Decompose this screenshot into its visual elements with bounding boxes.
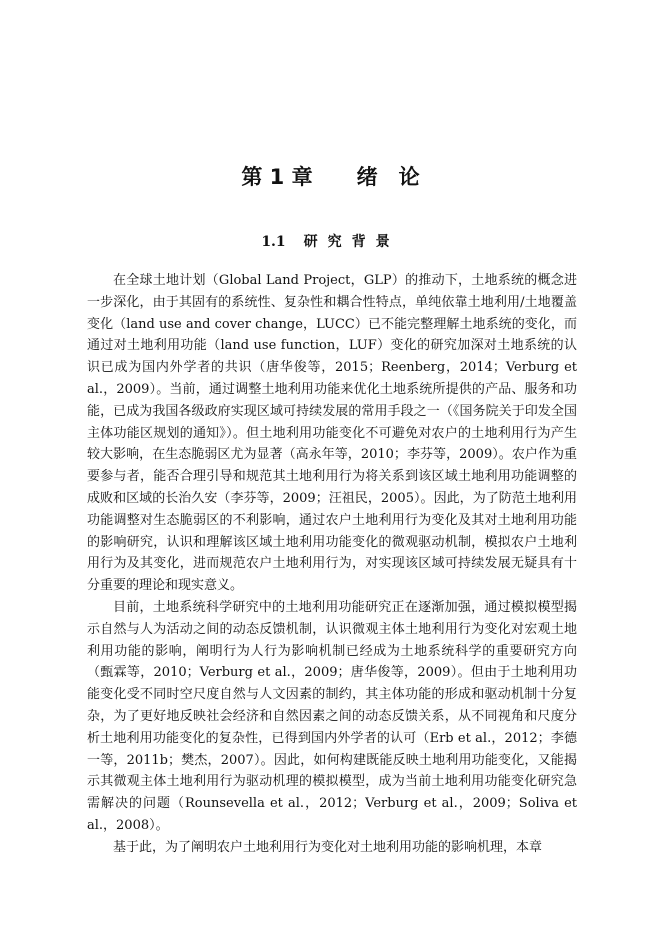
chapter-title-text: 绪 论	[356, 165, 420, 189]
section-heading	[0, 231, 661, 251]
paragraph-2: 目前，土地系统科学研究中的土地利用功能研究正在逐渐加强，通过模拟模型揭示自然与人为活动之间的动态反馈机制，认识微观主体土地利用行为变化对宏观土地利用功能的影响，阐明行为人行为影响机制已经成为土地系统科学的重要研究方向（甄霖等，2010；Verburg et al.，2009；唐华俊等，2009）。但由于土地利用功能变化受不同时空尺度自然与人文因素的制约，其主体功能的形成和驱动机制十分复杂，为了更好地反映社会经济和自然因素之间的动态反馈关系，从不同视角和尺度分析土地利用功能变化的复杂性，已得到国内外学者的认可（Erb et al.，2012；李德一等，2011b；樊杰，2007）。因此，如何构建既能反映土地利用功能变化，又能揭示其微观主体土地利用行为驱动机理的模拟模型，成为当前土地利用功能变化研究急需解决的问题（Rounsevella et al.，2012；Verburg et al.，2009；Soliva et al.，2008）。	[87, 599, 577, 833]
section-number: 1.1	[261, 234, 286, 250]
paragraph-1: 在全球土地计划（Global Land Project，GLP）的推动下，土地系统的概念进一步深化，由于其固有的系统性、复杂性和耦合性特点，单纯依靠土地利用/土地覆盖变化（land use and cover change，LUCC）已不能完整理解土地系统的变化，而通过对土地利用功能（land use function，LUF）变化的研究加深对土地系统的认识已成为国内外学者的共识（唐华俊等，2015；Reenberg，2014；Verburg et al.，2009）。当前，通过调整土地利用功能来优化土地系统所提供的产品、服务和功能，已成为我国各级政府实现区域可持续发展的常用手段之一（《国务院关于印发全国主体功能区规划的通知》）。但土地利用功能变化不可避免对农户的土地利用行为产生较大影响，在生态脆弱区尤为显著（高永年等，2010；李芬等，2009）。农户作为重要参与者，能否合理引导和规范其土地利用行为将关系到该区域土地利用功能调整的成败和区域的长治久安（李芬等，2009；汪祖民，2005）。因此，为了防范土地利用功能调整对生态脆弱区的不利影响，通过农户土地利用行为变化及其对土地利用功能的影响研究，认识和理解该区域土地利用功能变化的微观驱动机制，模拟农户土地利用行为及其变化，进而规范农户土地利用行为，对实现该区域可持续发展无疑具有十分重要的理论和现实意义。	[87, 273, 577, 594]
chapter-heading	[0, 161, 661, 191]
section-title-text: 研究背景	[303, 234, 400, 250]
chapter-number: 第 1 章	[241, 165, 313, 189]
paragraph-3: 基于此，为了阐明农户土地利用行为变化对土地利用功能的影响机理，本章	[113, 839, 543, 855]
body-text	[87, 270, 577, 859]
